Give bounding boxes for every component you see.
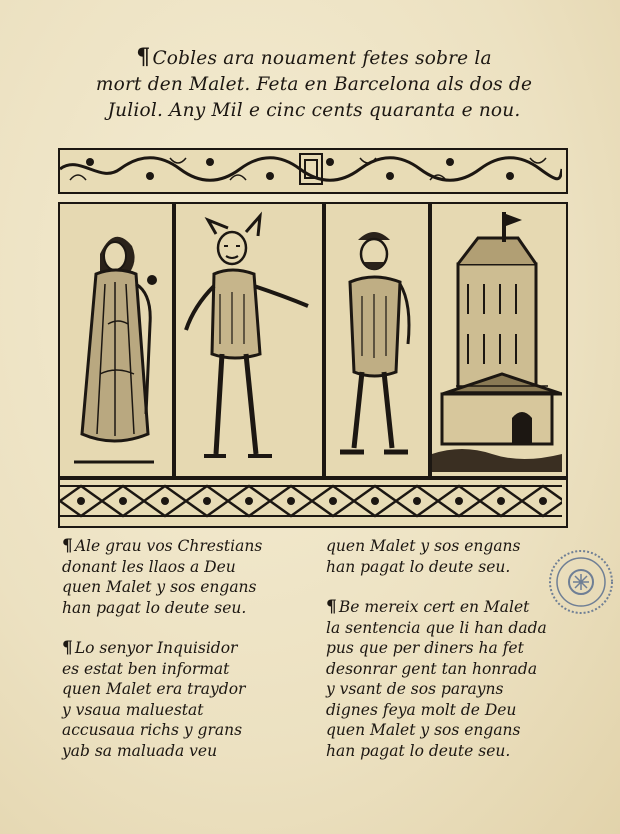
pilcrow-mark: ¶ — [62, 638, 73, 658]
woman-figure — [58, 202, 174, 478]
verse-line: dignes feya molt de Deu — [326, 700, 517, 719]
verse-line: donant les llaos a Deu — [62, 557, 236, 576]
verse-line: ¶ Be mereix cert en Malet — [326, 597, 530, 617]
stanza — [326, 536, 576, 577]
heading-line-2: mort den Malet. Feta en Barcelona als dos de — [95, 74, 533, 95]
devil-figure — [174, 202, 324, 478]
verse-line: quen Malet y sos engans — [326, 537, 521, 555]
man-figure — [324, 202, 430, 478]
ornamental-band-top — [58, 148, 568, 194]
verse-line: han pagat lo deute seu. — [62, 598, 247, 617]
verse-line: la sentencia que li han dada — [326, 618, 547, 637]
verse-line: ¶ Ale grau vos Chrestians — [62, 536, 263, 556]
verse-line: han pagat lo deute seu. — [326, 741, 511, 760]
verse-line: quen Malet era traydor — [62, 680, 246, 698]
pilcrow-mark: ¶ — [326, 597, 337, 617]
stanza — [62, 638, 312, 761]
heading-line-3: Juliol. Any Mil e cinc cents quaranta e nou. — [107, 100, 521, 121]
verse-line: quen Malet y sos engans — [62, 578, 257, 596]
ornamental-band-bottom — [58, 478, 568, 528]
pilcrow-mark: ¶ — [136, 44, 151, 70]
library-stamp-icon — [547, 548, 615, 616]
verse-line: accusaua richs y grans — [62, 721, 243, 739]
stanza — [326, 597, 576, 761]
verse-line: es estat ben informat — [62, 659, 230, 678]
verse-line: yab sa maluada veu — [62, 741, 218, 760]
heading — [64, 44, 564, 124]
pilcrow-mark: ¶ — [62, 536, 73, 556]
verse-line: y vsant de sos parayns — [326, 680, 504, 698]
verse-line: han pagat lo deute seu. — [326, 557, 511, 576]
verse-line: quen Malet y sos engans — [326, 721, 521, 739]
verse-line: pus que per diners ha fet — [326, 639, 524, 657]
verse-line: ¶ Lo senyor Inquisidor — [62, 638, 238, 658]
stanza — [62, 536, 312, 618]
heading-line-1: ¶ Cobles ara nouament fetes sobre la — [136, 44, 492, 70]
church-building — [430, 202, 568, 478]
verse-column-right — [326, 536, 576, 781]
verse-line: y vsaua maluestat — [62, 700, 204, 719]
verse-line: desonrar gent tan honrada — [326, 659, 538, 678]
verse-column-left — [62, 536, 312, 781]
